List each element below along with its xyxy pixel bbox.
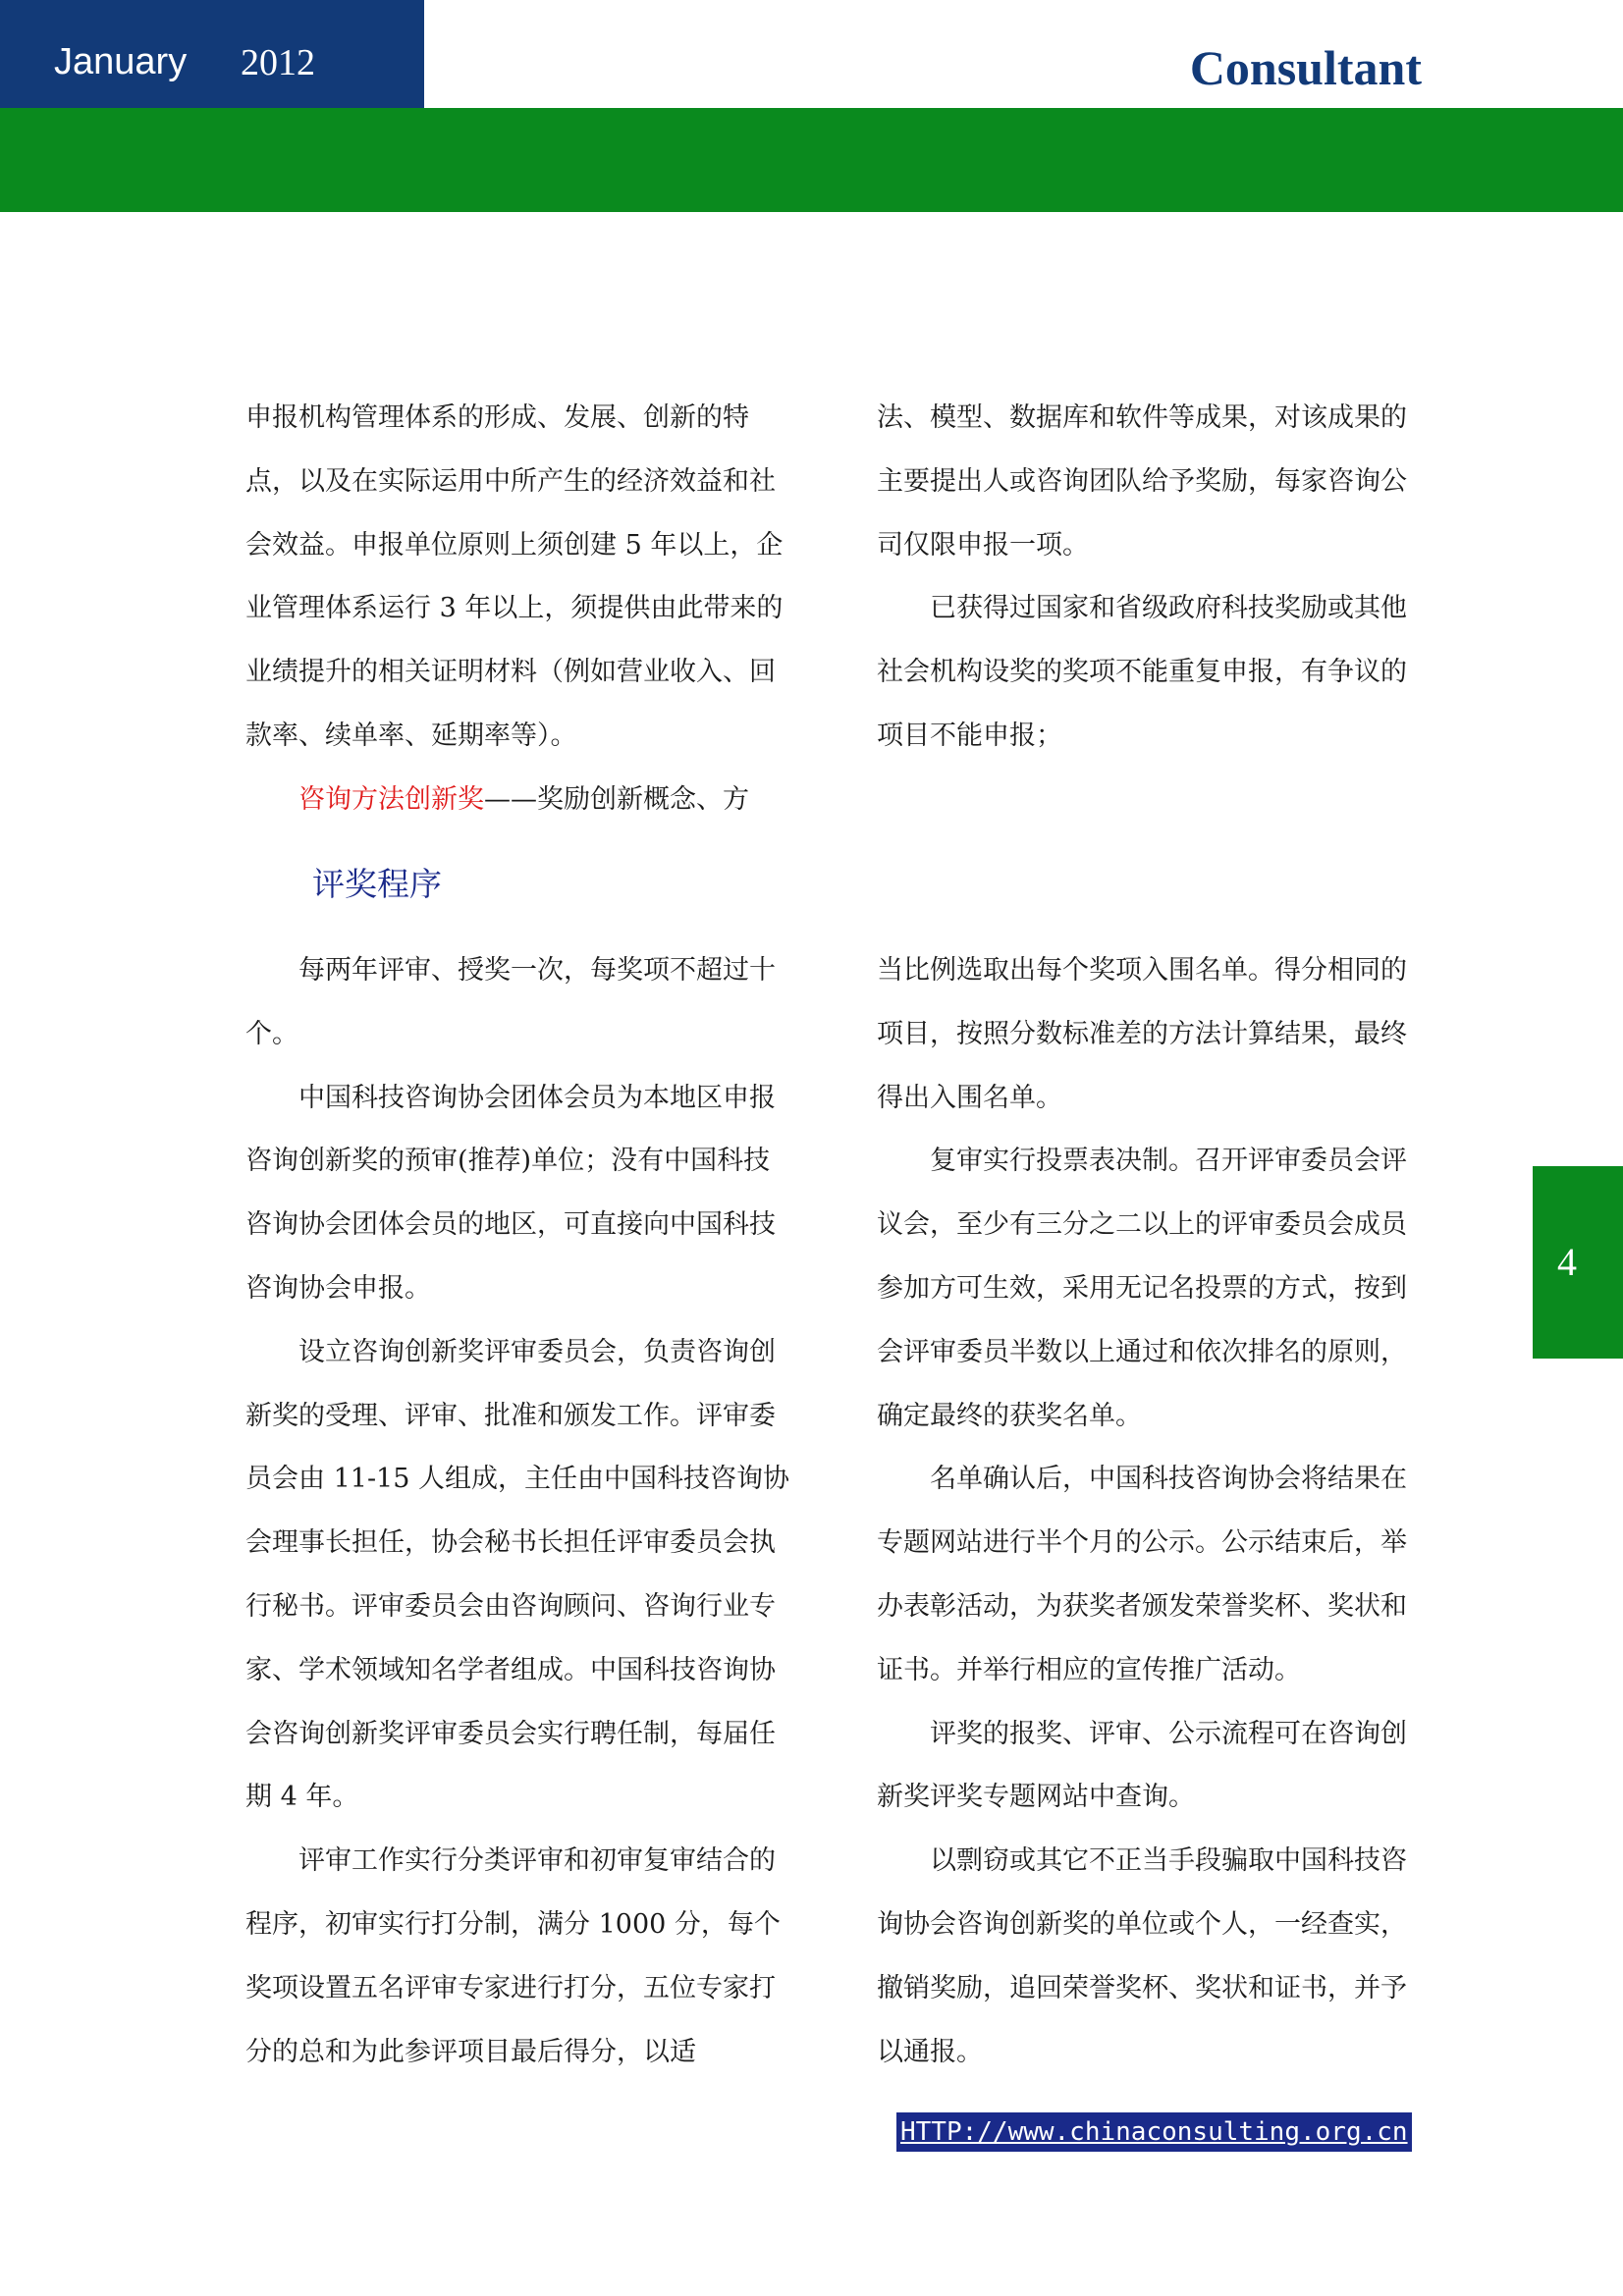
award-name-highlight: 咨询方法创新奖 — [298, 783, 484, 815]
paragraph-text: ——奖励创新概念、方 — [484, 783, 749, 815]
header-month: January — [54, 41, 188, 82]
paragraph: 法、模型、数据库和软件等成果，对该成果的主要提出人或咨询团队给予奖励，每家咨询公司仅限申报一项。 — [877, 402, 1407, 561]
paragraph: 申报机构管理体系的形成、发展、创新的特点，以及在实际运用中所产生的经济效益和社会效益。申报单位原则上须创建 5 年以上，企业管理体系运行 3 年以上，须提供由此带来的业绩提升的相关证明材料（例如营业收入、回款率、续单率、延期率等）。 — [245, 402, 784, 751]
paragraph: 复审实行投票表决制。召开评审委员会评议会，至少有三分之二以上的评审委员会成员参加方可生效，采用无记名投票的方式，按到会评审委员半数以上通过和依次排名的原则，确定最终的获奖名单。 — [877, 1146, 1407, 1431]
paragraph: 已获得过国家和省级政府科技奖励或其他社会机构设奖的奖项不能重复申报，有争议的项目不能申报； — [877, 593, 1407, 751]
paragraph: 设立咨询创新奖评审委员会，负责咨询创新奖的受理、评审、批准和颁发工作。评审委员会由 11-15 人组成，主任由中国科技咨询协会理事长担任，协会秘书长担任评审委员会执行秘书。评审委员会由咨询顾问、咨询行业专家、学术领域知名学者组成。中国科技咨询协会咨询创新奖评审委员会实行聘任制，每届任期 4 年。 — [245, 1336, 790, 1813]
paragraph: 评奖的报奖、评审、公示流程可在咨询创新奖评奖专题网站中查询。 — [877, 1718, 1407, 1813]
bottom-left-column — [245, 939, 795, 2084]
section-title: 评奖程序 — [312, 865, 442, 903]
magazine-title: Consultant — [1189, 40, 1422, 95]
paragraph: 当比例选取出每个奖项入围名单。得分相同的项目，按照分数标准差的方法计算结果，最终得出入围名单。 — [877, 955, 1407, 1113]
header-green-band — [0, 108, 1623, 212]
paragraph: 评审工作实行分类评审和初审复审结合的程序，初审实行打分制，满分 1000 分，每个奖项设置五名评审专家进行打分，五位专家打分的总和为此参评项目最后得分，以适 — [245, 1845, 781, 2067]
paragraph: 以剽窃或其它不正当手段骗取中国科技咨询协会咨询创新奖的单位或个人，一经查实，撤销奖励，追回荣誉奖杯、奖状和证书，并予以通报。 — [877, 1845, 1407, 2067]
paragraph: 每两年评审、授奖一次，每奖项不超过十个。 — [245, 955, 776, 1049]
website-link[interactable]: HTTP://www.chinaconsulting.org.cn — [896, 2112, 1412, 2152]
header-year: 2012 — [241, 42, 315, 83]
top-right-column — [877, 387, 1427, 769]
paragraph — [245, 769, 795, 832]
top-left-column — [245, 387, 795, 832]
bottom-right-column — [877, 939, 1427, 2084]
page-number: 4 — [1557, 1240, 1577, 1284]
paragraph: 中国科技咨询协会团体会员为本地区申报咨询创新奖的预审(推荐)单位；没有中国科技咨询协会团体会员的地区，可直接向中国科技咨询协会申报。 — [245, 1082, 776, 1304]
paragraph: 名单确认后，中国科技咨询协会将结果在专题网站进行半个月的公示。公示结束后，举办表彰活动，为获奖者颁发荣誉奖杯、奖状和证书。并举行相应的宣传推广活动。 — [877, 1464, 1407, 1685]
